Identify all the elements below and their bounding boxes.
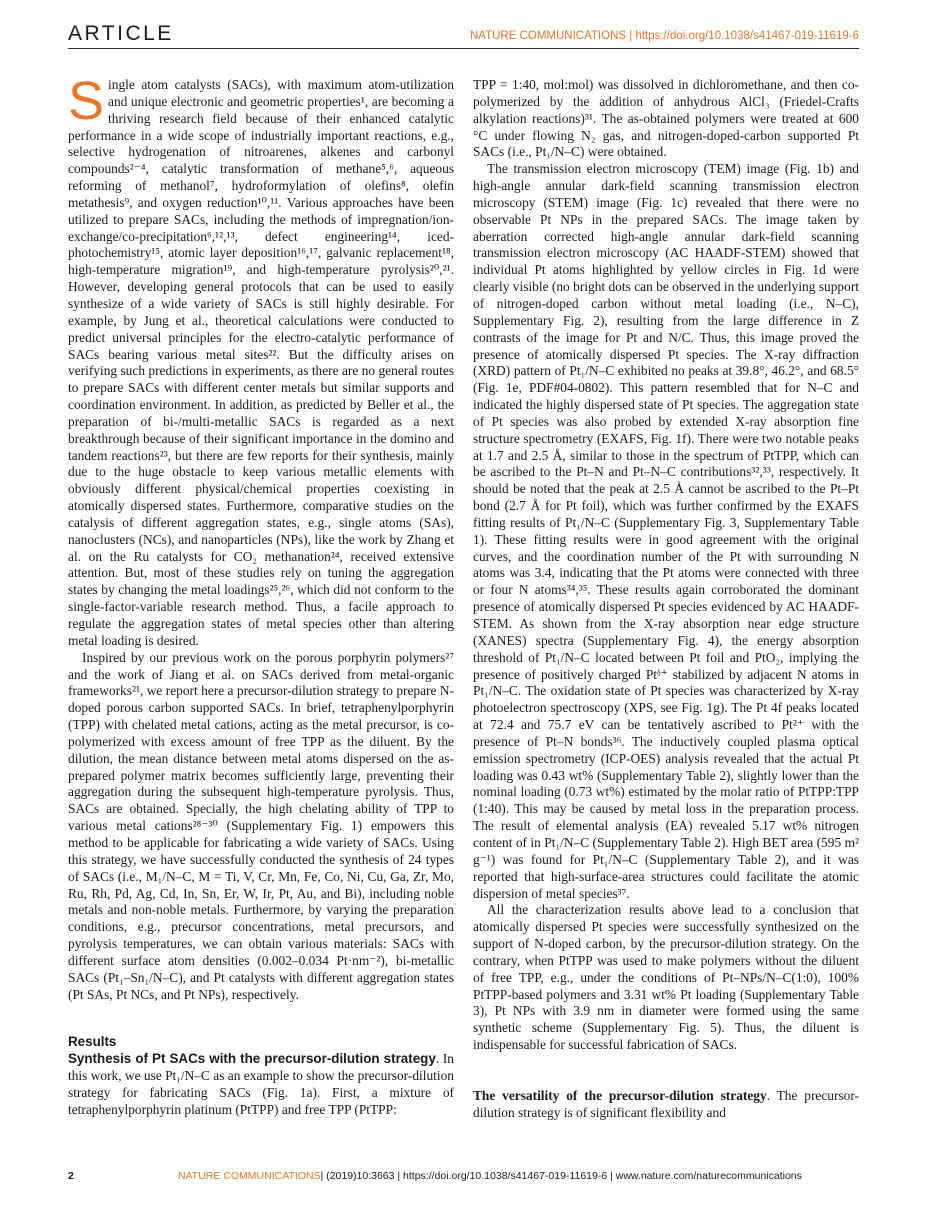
characterization-paragraph: The transmission electron microscopy (TEM) image (Fig. 1b) and high-angle annular dark-field scanning transmission electron microscopy (STEM) image (Fig. 1c) revealed that there were no observable Pt NPs in the prepared SACs. The image taken by aberration corrected high-angle annular dark-field scanning transmission electron microscopy (AC HAADF-STEM) showed that individual Pt atoms highlighted by yellow circles in Fig. 1d were clearly visible (no bright dots can be observed in the underlying support of nitrogen-doped carbon without metal loading (i.e., N–C), Supplementary Fig. 2), resulting from the large difference in Z contrasts of the image for Pt and N/C. Thus, this image proved the presence of atomically dispersed Pt species. The X-ray diffraction (XRD) pattern of Pt₁/N–C exhibited no peaks at 39.8°, 46.2°, and 68.5° (Fig. 1e, PDF#04-0802). This pattern resembled that for N–C and indicated the highly dispersed state of Pt species. The aggregation state of Pt species was also probed by extended X-ray absorption fine structure spectrometry (EXAFS, Fig. 1f). There were two notable peaks at 1.7 and 2.5 Å, similar to those in the spectrum of PtTPP, which can be ascribed to the Pt–N and Pt–N–C contributions³²,³³, respectively. It should be noted that the peak at 2.5 Å cannot be ascribed to the Pt–Pt bond (2.7 Å for Pt foil), which was further confirmed by the EXAFS fitting results of Pt₁/N–C (Supplementary Fig. 3, Supplementary Table 1). These fitting results were in good agreement with the original curves, and the coordination number of the Pt with surrounding N atoms was 3.4, indicating that the Pt atoms were connected with three or four N atoms³⁴,³⁵. These results again corroborated the dominant presence of atomically dispersed Pt species evidenced by AC HAADF-STEM. As shown from the X-ray absorption near edge structure (XANES) spectra (Supplementary Fig. 4), the energy absorption threshold of Pt₁/N–C located between Pt foil and PtO₂, implying the presence of positively charged Ptᵟ⁺ stabilized by adjacent N atoms in Pt₁/N–C. The oxidation state of Pt species was characterized by X-ray photoelectron spectroscopy (XPS, see Fig. 1g). The Pt 4f peaks located at 72.4 and 75.7 eV can be tentatively ascribed to Pt²⁺ with the presence of Pt–N bonds³⁶. The inductively coupled plasma optical emission spectrometry (ICP-OES) analysis revealed that the actual Pt loading was 0.43 wt% (Supplementary Table 2), slightly lower than the nominal loading (0.73 wt%) estimated by the molar ratio of PtTPP:TPP (1:40). This may be caused by metal loss in the preparation process. The result of elemental analysis (EA) revealed 5.17 wt% nitrogen content of in Pt₁/N–C (Supplementary Table 2). High BET area (595 m² g⁻¹) was found for Pt₁/N–C (Supplementary Table 2), and it was reported that high-surface-area structures could facilitate the atomic dispersion of metal species³⁷. xyxy=(473,161,859,901)
footer-journal-name: NATURE COMMUNICATIONS xyxy=(178,1170,321,1182)
journal-doi-link[interactable]: NATURE COMMUNICATIONS | https://doi.org/10.1038/s41467-019-11619-6 xyxy=(469,30,859,42)
intro-paragraph xyxy=(68,71,454,650)
strategy-paragraph: Inspired by our previous work on the porous porphyrin polymers²⁷ and the work of Jiang et al. on SACs derived from metal-organic frameworks²¹, we report here a precursor-dilution strategy to prepare N-doped porous carbon supported SACs. In brief, tetraphenylporphyrin (TPP) with chelated metal cations, acting as the metal precursor, is co-polymerized with excess amount of free TPP as the diluent. By the dilution, the mean distance between metal atoms dispersed on the as-prepared polymer matrix becomes sufficiently large, preventing their aggregation during the subsequent high-temperature pyrolysis. Thus, SACs are obtained. Specially, the high chelating ability of TPP to various metal cations²⁸⁻³⁰ (Supplementary Fig. 1) empowers this method to be applicable for fabricating a wide variety of SACs. Using this strategy, we have successfully conducted the synthesis of 24 types of SACs (i.e., M₁/N–C, M = Ti, V, Cr, Mn, Fe, Co, Ni, Cu, Ga, Zr, Mo, Ru, Rh, Pd, Ag, Cd, In, Sn, Er, W, Ir, Pt, Au, and Bi), including noble metals and non-noble metals. Furthermore, by varying the preparation conditions, e.g., precursor concentrations, metal precursors, and pyrolysis temperatures, we can obtain various materials: SACs with different surface atom densities (0.002–0.034 Pt·nm⁻²), bi-metallic SACs (Pt₁–Sn₁/N–C), and Pt catalysts with different aggregation states (Pt SAs, Pt NCs, and Pt NPs), respectively. xyxy=(68,649,454,1002)
polymer-paragraph: TPP = 1:40, mol:mol) was dissolved in dichloromethane, and then co-polymerized by the addition of anhydrous AlCl₃ (Friedel-Crafts alkylation reactions)³¹. The as-obtained polymers were treated at 600 °C under flowing N₂ gas, and nitrogen-doped-carbon supported Pt SACs (i.e., Pt₁/N–C) were obtained. xyxy=(473,77,859,160)
page-header xyxy=(68,22,859,46)
footer-citation-text[interactable]: | (2019)10:3663 | https://doi.org/10.1038/s41467-019-11619-6 | www.nature.com/naturecommunications xyxy=(320,1170,802,1182)
intro-text: ingle atom catalysts (SACs), with maximum atom-utilization and unique electronic and geometric properties¹, are becoming a thriving research field because of their enhanced catalytic performance in a wide scope of industrially important reactions, e.g., selective hydrogenation of nitroarenes, alkenes and carbonyl compounds²⁻⁴, catalytic transformation of methane⁵,⁶, aqueous reforming of methanol⁷, hydroformylation of olefins⁸, olefin metathesis⁹, and oxygen reduction¹⁰,¹¹. Various approaches have been utilized to prepare SACs, including the methods of impregnation/ion-exchange/co-precipitation⁶,¹²,¹³, defect engineering¹⁴, iced-photochemistry¹⁵, atomic layer deposition¹⁶,¹⁷, galvanic replacement¹⁸, high-temperature migration¹⁹, and high-temperature pyrolysis²⁰,²¹. However, developing general protocols that can be used to easily synthesize of a wide variety of SACs is still highly desirable. For example, by Jung et al., theoretical calculations were conducted to predict universal principles for the electro-catalytic performance of SACs bearing various metal sites²². But the difficulty arises on verifying such predictions in experiments, as there are no general routes to prepare SACs with different center metals but similar supports and coordination environment. In addition, as predicted by Beller et al., the preparation of bi-/multi-metallic SACs is regarded as a next breakthrough because of their significant importance in the domino and tandem reactions²³, but there are few reports for their synthesis, mainly due to the huge obstacle to keep various metallic elements with obviously different physical/chemical properties coexisting in atomically dispersed states. Furthermore, comparative studies on the catalysis of different aggregation states, e.g., single atoms (SAs), nanoclusters (NCs), and nanoparticles (NPs), like the work by Zhang et al. on the Ru catalysts for CO₂ methanation²⁴, received extensive attention. But, most of these studies rely on tuning the aggregation states by changing the metal loadings²⁵,²⁶, which did not conform to the single-factor-variable research method. Thus, a facile approach to regulate the aggregation states of metal species other than altering metal loading is desired. xyxy=(68,77,454,648)
drop-cap: S xyxy=(68,71,105,131)
synthesis-paragraph xyxy=(68,1051,454,1118)
versatility-paragraph xyxy=(473,1088,859,1122)
versatility-subheading: The versatility of the precursor-dilution strategy xyxy=(473,1087,767,1103)
left-column xyxy=(68,71,454,1119)
results-heading: Results xyxy=(68,1034,117,1050)
conclusion-paragraph: All the characterization results above lead to a conclusion that atomically dispersed Pt species were successfully synthesized on the support of N-doped carbon, by the precursor-dilution strategy. On the contrary, when PtTPP was used to make polymers without the diluent of free TPP, e.g., under the conditions of Pt–NPs/N–C(1:0), 100% PtTPP-based polymers and 3.31 wt% Pt loading (Supplementary Table 3), Pt NPs with 3.9 nm in diameter were formed using the same synthetic scheme (Supplementary Fig. 5). Thus, the diluent is indispensable for successful fabrication of SACs. xyxy=(473,902,859,1053)
right-column xyxy=(473,77,859,1122)
page-number: 2 xyxy=(68,1170,74,1182)
article-label: ARTICLE xyxy=(68,22,174,45)
synthesis-subheading: Synthesis of Pt SACs with the precursor-dilution strategy xyxy=(68,1051,436,1067)
synthesis-text: . In this work, we use Pt₁/N–C as an example to show the precursor-dilution strategy for fabricating SACs (Fig. 1a). First, a mixture of tetraphenylporphyrin platinum (PtTPP) and free TPP (PtTPP: xyxy=(68,1051,454,1117)
versatility-text: . The precursor-dilution strategy is of significant flexibility and xyxy=(473,1087,860,1120)
footer-citation xyxy=(178,1170,802,1182)
header-divider xyxy=(68,48,859,49)
